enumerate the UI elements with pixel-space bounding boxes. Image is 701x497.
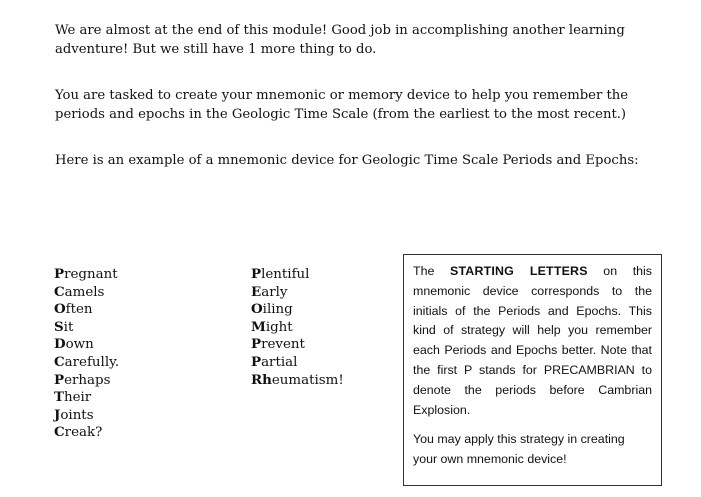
mnemonic-rest: regnant — [64, 267, 118, 282]
mnemonic-word — [54, 354, 119, 372]
note-lead: The — [413, 264, 435, 278]
mnemonic-rest: own — [65, 337, 94, 353]
note-closing: You may apply this strategy in creating your own mnemonic device! — [413, 432, 625, 467]
note-explanation — [413, 262, 652, 420]
mnemonic-rest: arefully. — [64, 354, 120, 370]
mnemonic-initial: C — [54, 283, 65, 300]
mnemonic-rest: revent — [261, 337, 305, 353]
mnemonic-word — [251, 266, 344, 284]
mnemonic-initial: Rh — [251, 371, 272, 388]
mnemonic-initial: E — [251, 283, 262, 300]
intro-paragraph-3: Here is an example of a mnemonic device for Geologic Time Scale Periods and Epochs: — [55, 153, 639, 168]
mnemonic-rest: iling — [262, 302, 293, 318]
mnemonic-initial: M — [251, 318, 266, 335]
mnemonic-initial: D — [54, 336, 66, 353]
mnemonic-word — [251, 372, 344, 390]
mnemonic-initial: O — [251, 301, 263, 318]
mnemonic-word — [54, 284, 119, 302]
note-body: on this mnemonic device corresponds to the initials of the Periods and Epochs. This kind of strategy will help you remember each Periods and Epochs better. Note that the first P stands for PRECAMBRIAN to denote the periods before Cambrian Explosion. — [413, 264, 652, 417]
mnemonic-word — [54, 266, 119, 284]
mnemonic-rest: heir — [63, 390, 92, 406]
mnemonic-word — [54, 372, 119, 390]
mnemonic-initial: P — [251, 336, 262, 353]
mnemonic-rest: ften — [65, 302, 93, 318]
mnemonic-rest: amels — [64, 284, 105, 300]
mnemonic-column-1 — [54, 266, 119, 442]
mnemonic-word — [54, 407, 119, 425]
mnemonic-word — [54, 301, 119, 319]
mnemonic-word — [251, 354, 344, 372]
mnemonic-word — [251, 319, 344, 337]
mnemonic-column-2 — [251, 266, 344, 389]
intro-paragraph-1: We are almost at the end of this module! Good job in accomplishing another learning adventure! But we still have 1 more thing to do. — [55, 23, 625, 57]
mnemonic-initial: S — [54, 318, 64, 335]
mnemonic-initial: C — [54, 424, 65, 441]
mnemonic-word — [251, 284, 344, 302]
mnemonic-initial: P — [251, 266, 262, 282]
mnemonic-initial: P — [251, 353, 262, 370]
mnemonic-word — [251, 336, 344, 354]
mnemonic-rest: artial — [261, 354, 298, 370]
mnemonic-rest: lentiful — [261, 267, 310, 282]
note-emphasis: STARTING LETTERS — [449, 264, 588, 278]
mnemonic-word — [54, 319, 119, 337]
mnemonic-rest: oints — [60, 407, 94, 423]
mnemonic-word — [54, 389, 119, 407]
mnemonic-initial: P — [54, 371, 65, 388]
mnemonic-rest: arly — [261, 284, 288, 300]
mnemonic-rest: reak? — [64, 425, 103, 441]
mnemonic-initial: O — [54, 301, 66, 318]
mnemonic-word — [251, 301, 344, 319]
mnemonic-rest: it — [63, 319, 74, 335]
mnemonic-word — [54, 424, 119, 442]
note-box — [403, 254, 662, 486]
mnemonic-initial: T — [54, 389, 64, 406]
mnemonic-rest: erhaps — [64, 372, 111, 388]
mnemonic-initial: J — [54, 406, 61, 423]
mnemonic-rest: ight — [265, 319, 293, 335]
intro-paragraph-2: You are tasked to create your mnemonic or memory device to help you remember the periods and epochs in the Geologic Time Scale (from the earliest to the most recent.) — [55, 88, 629, 122]
mnemonic-initial: P — [54, 266, 65, 282]
mnemonic-word — [54, 336, 119, 354]
mnemonic-initial: C — [54, 353, 65, 370]
mnemonic-rest: eumatism! — [271, 372, 344, 388]
